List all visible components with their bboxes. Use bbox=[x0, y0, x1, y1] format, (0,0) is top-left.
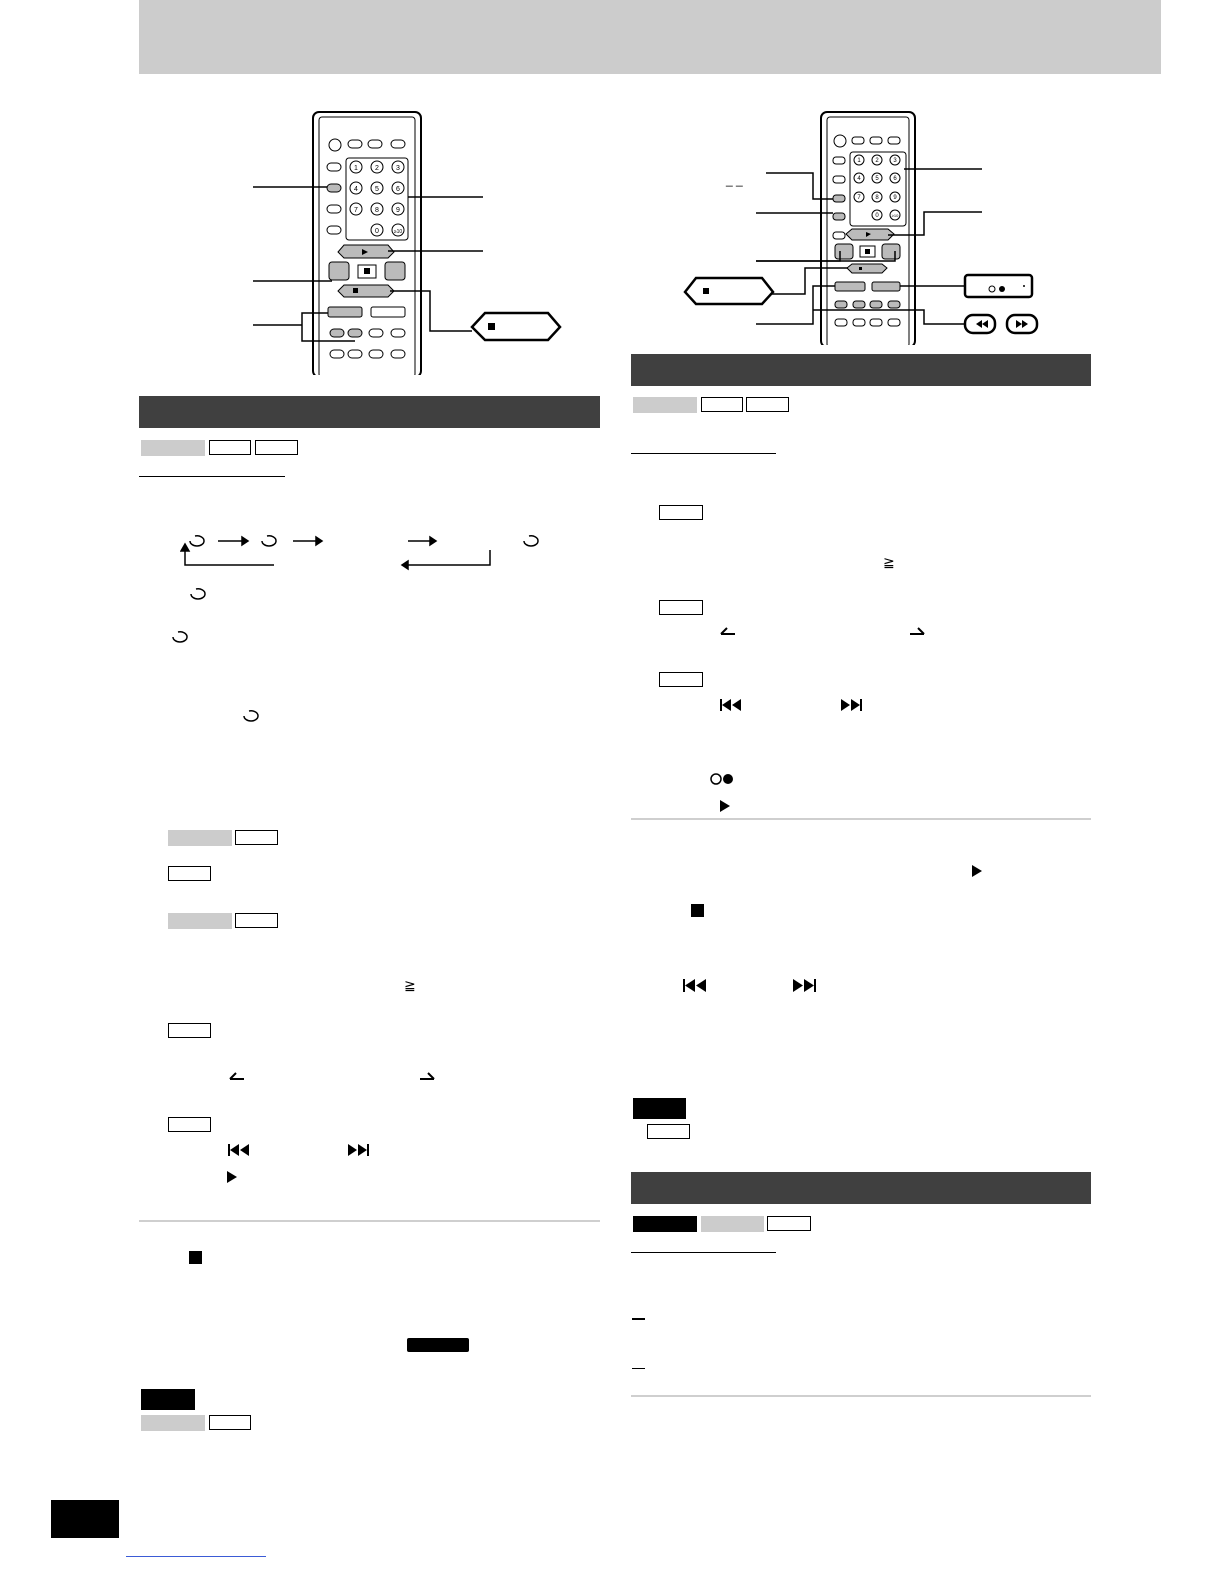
divider bbox=[631, 1395, 1091, 1397]
right-arrow-icon bbox=[418, 1070, 436, 1082]
play-icon bbox=[970, 864, 984, 878]
repeat-icon bbox=[170, 629, 190, 645]
skip-fwd-icon bbox=[792, 978, 818, 993]
disc-tag bbox=[746, 397, 789, 412]
disc-tag bbox=[633, 1216, 697, 1232]
svg-text:2: 2 bbox=[875, 158, 879, 164]
divider bbox=[631, 818, 1091, 820]
disc-tag bbox=[141, 1415, 205, 1431]
svg-text:8: 8 bbox=[375, 207, 379, 214]
right-arrow-icon bbox=[908, 625, 926, 637]
skip-fwd-icon bbox=[347, 1143, 371, 1157]
disc-tag bbox=[701, 1216, 764, 1232]
svg-text:3: 3 bbox=[893, 158, 897, 164]
section-bar-left bbox=[139, 396, 600, 428]
underline bbox=[631, 1252, 776, 1253]
disc-tag bbox=[701, 397, 743, 412]
section-bar-right-1 bbox=[631, 354, 1091, 386]
disc-tag bbox=[209, 1415, 251, 1430]
svg-text:6: 6 bbox=[893, 176, 897, 182]
skip-fwd-icon bbox=[840, 698, 864, 712]
disc-tag bbox=[168, 830, 232, 846]
disc-tag bbox=[168, 866, 211, 881]
remote-illustration-right bbox=[680, 105, 1050, 345]
left-arrow-icon bbox=[719, 625, 737, 637]
disc-tag bbox=[659, 600, 703, 615]
disc-tag bbox=[235, 830, 278, 845]
svg-text:3: 3 bbox=[396, 165, 400, 172]
svg-text:5: 5 bbox=[375, 186, 379, 193]
svg-text:5: 5 bbox=[875, 176, 879, 182]
svg-text:9: 9 bbox=[396, 207, 400, 214]
page-number-box bbox=[51, 1500, 119, 1538]
dash-mark bbox=[632, 1368, 645, 1369]
disc-tag bbox=[141, 440, 205, 456]
repeat-flow-diagram bbox=[180, 530, 560, 575]
skip-back-icon bbox=[227, 1143, 251, 1157]
svg-text:4: 4 bbox=[857, 176, 861, 182]
divider bbox=[139, 1220, 600, 1222]
svg-text:7: 7 bbox=[354, 207, 358, 214]
repeat-icon bbox=[188, 586, 208, 602]
dash-mark bbox=[632, 1318, 645, 1320]
section-bar-right-2 bbox=[631, 1172, 1091, 1204]
disc-tag bbox=[168, 1023, 211, 1038]
left-key-1: 1 bbox=[354, 165, 358, 172]
play-icon bbox=[225, 1170, 239, 1184]
ge-symbol: ≧ bbox=[404, 977, 416, 993]
svg-text:≥10: ≥10 bbox=[891, 213, 899, 218]
ge-symbol: ≧ bbox=[883, 554, 895, 570]
svg-text:6: 6 bbox=[396, 186, 400, 193]
remote-illustration-left bbox=[240, 105, 570, 375]
repeat-icon bbox=[241, 708, 261, 724]
play-icon bbox=[718, 799, 732, 813]
disc-tag bbox=[235, 913, 278, 928]
svg-text:1: 1 bbox=[857, 158, 861, 164]
stop-icon bbox=[691, 904, 704, 917]
return-icon bbox=[708, 770, 736, 786]
note-badge bbox=[633, 1098, 686, 1119]
callout-dash: _ _ bbox=[726, 173, 743, 187]
disc-tag bbox=[767, 1216, 811, 1231]
svg-text:7: 7 bbox=[857, 195, 861, 201]
svg-text:2: 2 bbox=[375, 165, 379, 172]
skip-back-icon bbox=[719, 698, 743, 712]
footer-link[interactable] bbox=[126, 1556, 266, 1557]
svg-text:≥10: ≥10 bbox=[393, 229, 403, 235]
disc-tag bbox=[659, 505, 703, 520]
left-arrow-icon bbox=[228, 1070, 246, 1082]
disc-tag bbox=[209, 440, 251, 455]
svg-text:4: 4 bbox=[354, 186, 358, 193]
svg-text:0: 0 bbox=[875, 213, 879, 219]
header-band bbox=[139, 0, 1161, 74]
black-label bbox=[407, 1338, 469, 1352]
disc-tag bbox=[647, 1124, 690, 1139]
disc-tag bbox=[659, 672, 703, 687]
svg-text:0: 0 bbox=[375, 228, 379, 235]
disc-tag bbox=[633, 397, 697, 413]
note-badge bbox=[141, 1389, 195, 1410]
disc-tag bbox=[255, 440, 298, 455]
stop-icon bbox=[189, 1251, 202, 1264]
underline bbox=[139, 476, 285, 477]
svg-text:9: 9 bbox=[893, 195, 897, 201]
underline bbox=[631, 453, 776, 454]
skip-back-icon bbox=[682, 978, 708, 993]
disc-tag bbox=[168, 913, 232, 929]
svg-text:8: 8 bbox=[875, 195, 879, 201]
disc-tag bbox=[168, 1117, 211, 1132]
